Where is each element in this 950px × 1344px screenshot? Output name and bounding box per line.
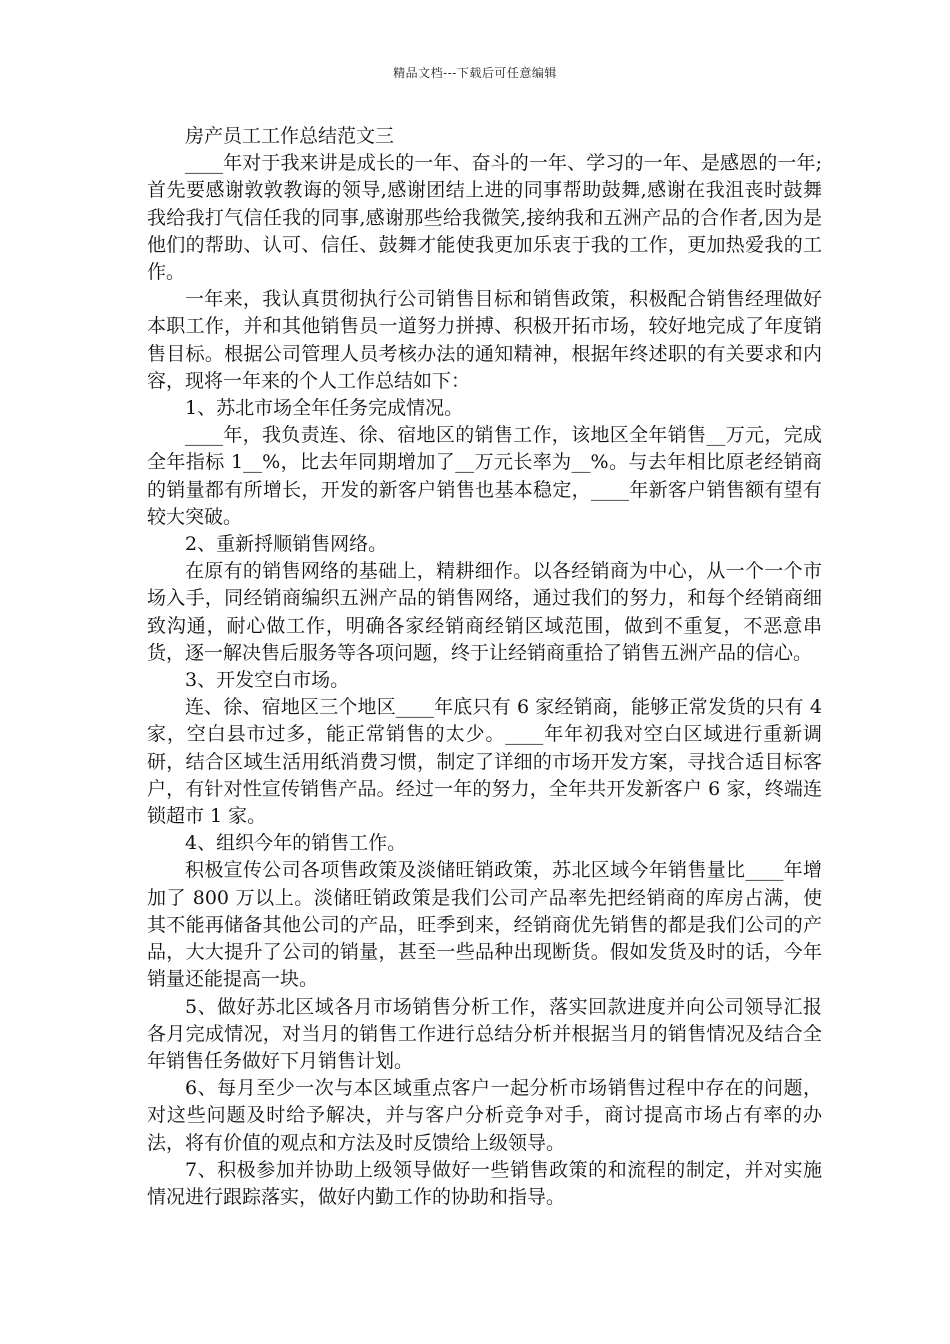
paragraph: 一年来，我认真贯彻执行公司销售目标和销售政策，积极配合销售经理做好本职工作，并和其他销售员一道努力拼搏、积极开拓市场，较好地完成了年度销售目标。根据公司管理人员考核办法的通知精神，根据年终述职的有关要求和内容，现将一年来的个人工作总结如下：: [147, 288, 822, 392]
section-heading: 2、重新捋顺销售网络。: [185, 533, 388, 556]
paragraph: 5、做好苏北区域各月市场销售分析工作，落实回款进度并向公司领导汇报各月完成情况，对当月的销售工作进行总结分析并根据当月的销售情况及结合全年销售任务做好下月销售计划。: [147, 995, 822, 1072]
document-title: 房产员工工作总结范文三: [185, 125, 395, 147]
section-heading: 3、开发空白市场。: [185, 669, 350, 692]
section-heading: 1、苏北市场全年任务完成情况。: [185, 397, 464, 420]
paragraph: 积极宣传公司各项售政策及淡储旺销政策，苏北区域今年销售量比____年增加了 800 万以上。淡储旺销政策是我们公司产品率先把经销商的库房占满，使其不能再储备其他公司的产品，旺季到来，经销商优先销售的都是我们公司的产品，大大提升了公司的销量，甚至一些品种出现断货。假如发货及时的话，今年销量还能提高一块。: [147, 859, 822, 991]
paragraph: 在原有的销售网络的基础上，精耕细作。以各经销商为中心，从一个一个市场入手，同经销商编织五洲产品的销售网络，通过我们的努力，和每个经销商细致沟通，耐心做工作，明确各家经销商经销区域范围，做到不重复，不恶意串货，逐一解决售后服务等各项问题，终于让经销商重拾了销售五洲产品的信心。: [147, 560, 822, 664]
paragraph: ____年对于我来讲是成长的一年、奋斗的一年、学习的一年、是感恩的一年;首先要感谢敦敦教诲的领导,感谢团结上进的同事帮助鼓舞,感谢在我沮丧时鼓舞我给我打气信任我的同事,感谢那些给我微笑,接纳我和五洲产品的合作者,因为是他们的帮助、认可、信任、鼓舞才能使我更加乐衷于我的工作，更加热爱我的工作。: [147, 152, 822, 284]
paragraph: 连、徐、宿地区三个地区____年底只有 6 家经销商，能够正常发货的只有 4 家，空白县市过多，能正常销售的太少。____年年初我对空白区域进行重新调研，结合区域生活用纸消费习惯，制定了详细的市场开发方案，寻找合适目标客户，有针对性宣传销售产品。经过一年的努力，全年共开发新客户 6 家，终端连锁超市 1 家。: [147, 696, 822, 828]
paragraph: ____年，我负责连、徐、宿地区的销售工作，该地区全年销售__万元，完成全年指标 1__%，比去年同期增加了__万元长率为__%。与去年相比原老经销商的销量都有所增长，开发的新客户销售也基本稳定，____年新客户销售额有望有较大突破。: [147, 424, 822, 528]
page-header: 精品文档---下载后可任意编辑: [393, 66, 557, 80]
section-heading: 4、组织今年的销售工作。: [185, 832, 407, 855]
paragraph: 7、积极参加并协助上级领导做好一些销售政策的和流程的制定，并对实施情况进行跟踪落实，做好内勤工作的协助和指导。: [147, 1158, 822, 1208]
document-body: [147, 123, 822, 1211]
paragraph: 6、每月至少一次与本区域重点客户一起分析市场销售过程中存在的问题，对这些问题及时给予解决，并与客户分析竞争对手，商讨提高市场占有率的办法，将有价值的观点和方法及时反馈给上级领导。: [147, 1077, 822, 1154]
